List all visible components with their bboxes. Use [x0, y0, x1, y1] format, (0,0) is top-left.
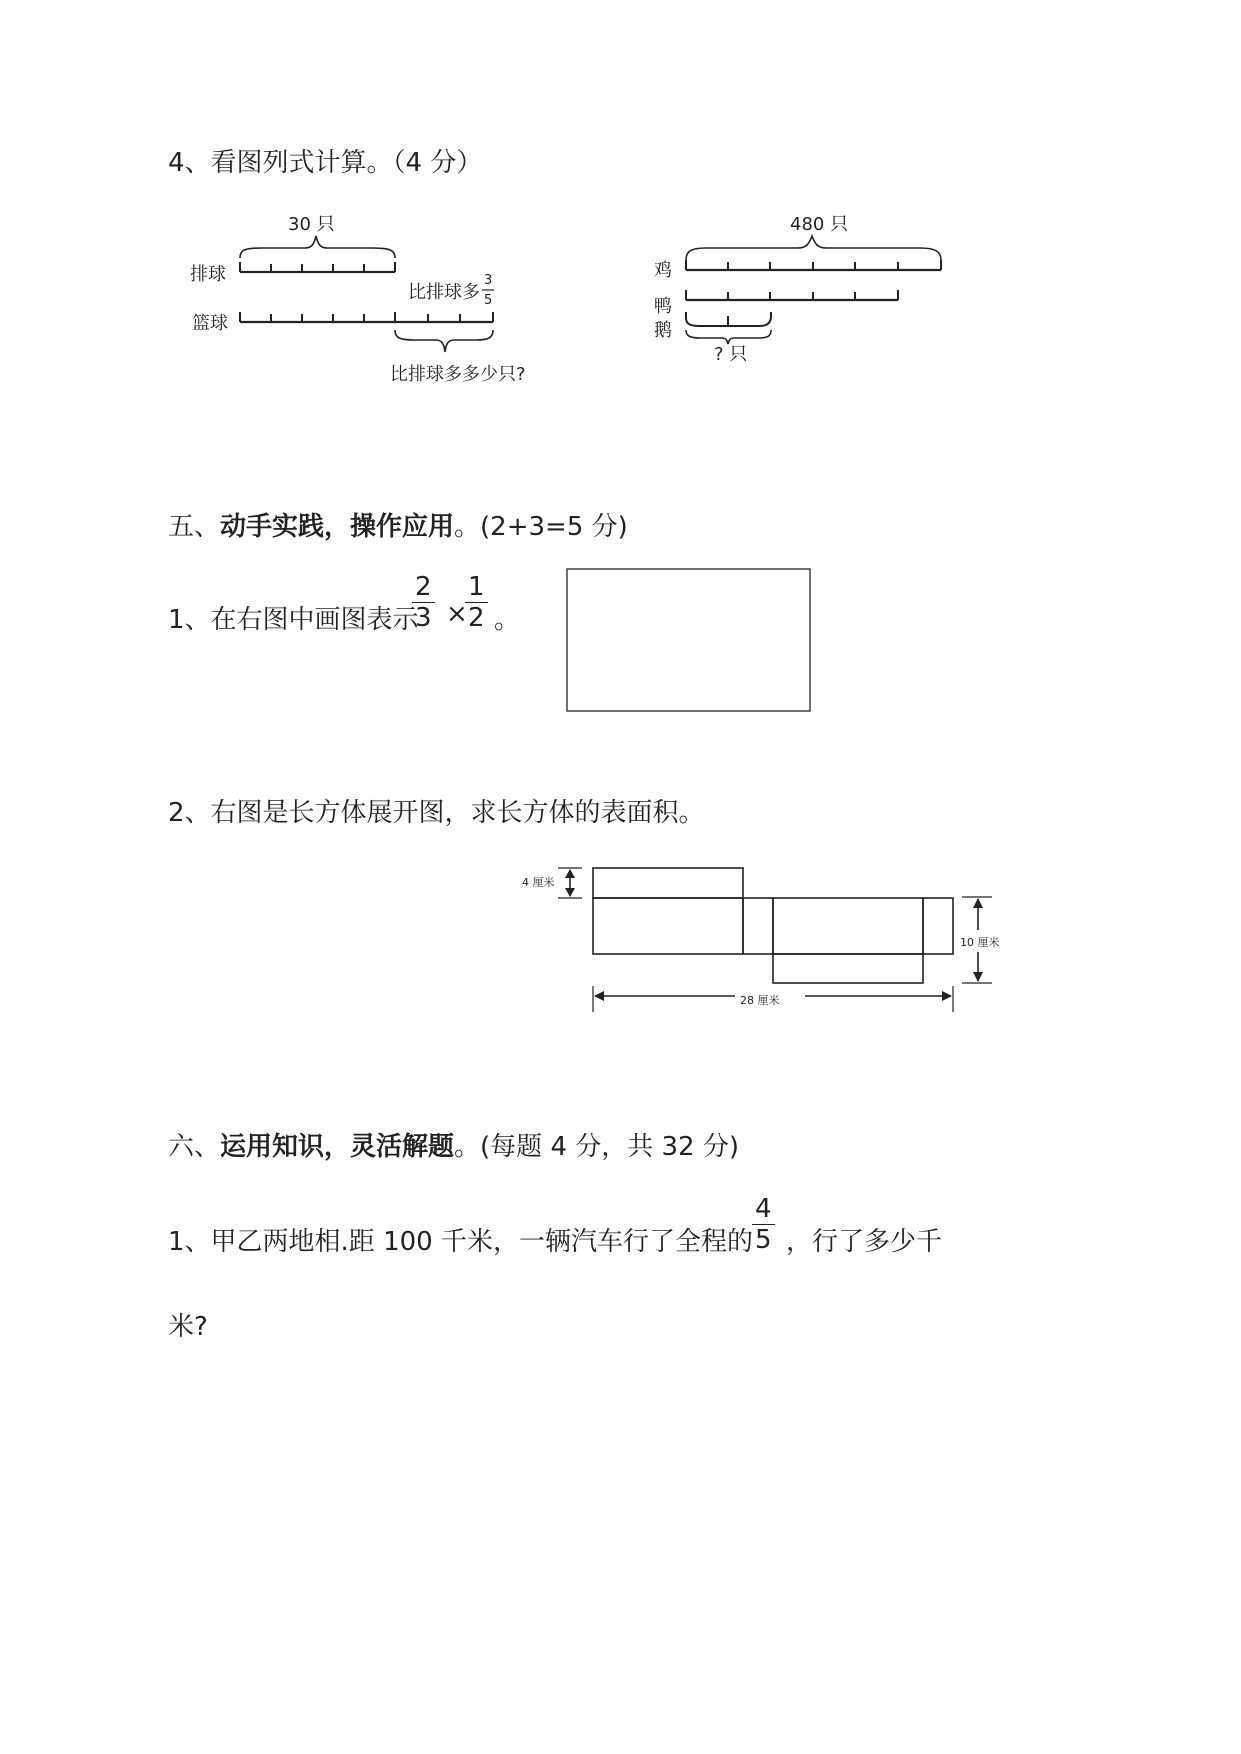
volleyball-ticks — [240, 262, 395, 272]
s6-q1-text: 1、甲乙两地相.距 100 千米，一辆汽车行了全程的 — [168, 1227, 753, 1257]
s6-q1-line2: 米? — [168, 1312, 208, 1342]
right-total-brace — [686, 236, 941, 260]
right-total-label: 480 只 — [790, 214, 849, 235]
s5-q1-text: 1、在右图中画图表示 — [168, 605, 419, 635]
row-chicken-label: 鸡 — [654, 260, 672, 281]
goose-question: ? 只 — [714, 344, 748, 365]
question-label-left: 比排球多多少只? — [390, 364, 526, 385]
q4-title: 4、看图列式计算。（4 分） — [168, 148, 483, 178]
s5-q1-end: 。 — [494, 605, 521, 635]
dim-28-label: 28 厘米 — [740, 994, 780, 1007]
duck-ticks — [686, 290, 898, 300]
more-frac-num: 3 — [484, 273, 493, 288]
extra-brace — [395, 330, 493, 352]
total-brace — [240, 236, 395, 258]
chicken-ticks — [686, 260, 941, 270]
fraction-2-3: $\frac{2}{3}$ — [412, 572, 435, 633]
section6-heading: 六、运用知识，灵活解题。(每题 4 分，共 32 分) — [168, 1132, 740, 1162]
drawing-rectangle[interactable] — [567, 569, 810, 711]
row-duck-label: 鸭 — [654, 296, 672, 317]
more-frac-den: 5 — [484, 293, 493, 308]
more-label: 比排球多 — [408, 282, 480, 303]
fraction-4-5: $\frac{4}{5}$ — [752, 1194, 775, 1255]
row-basketball-label: 篮球 — [192, 313, 228, 334]
row-goose-label: 鹅 — [654, 320, 672, 341]
times-sign: × — [446, 599, 468, 629]
s6-q1-after: ，行了多少千 — [786, 1227, 943, 1257]
section5-heading: 五、动手实践，操作应用。(2+3=5 分) — [168, 512, 628, 542]
basketball-ticks — [240, 312, 493, 322]
goose-brace — [686, 330, 771, 344]
row-volleyball-label: 排球 — [190, 264, 226, 285]
dim-10-label: 10 厘米 — [960, 936, 1000, 949]
total-label: 30 只 — [288, 214, 335, 235]
s5-q2-text: 2、右图是长方体展开图，求长方体的表面积。 — [168, 798, 705, 828]
fraction-1-2: $\frac{1}{2}$ — [465, 572, 488, 633]
dim-4-label: 4 厘米 — [522, 876, 555, 889]
cuboid-net — [593, 868, 953, 983]
